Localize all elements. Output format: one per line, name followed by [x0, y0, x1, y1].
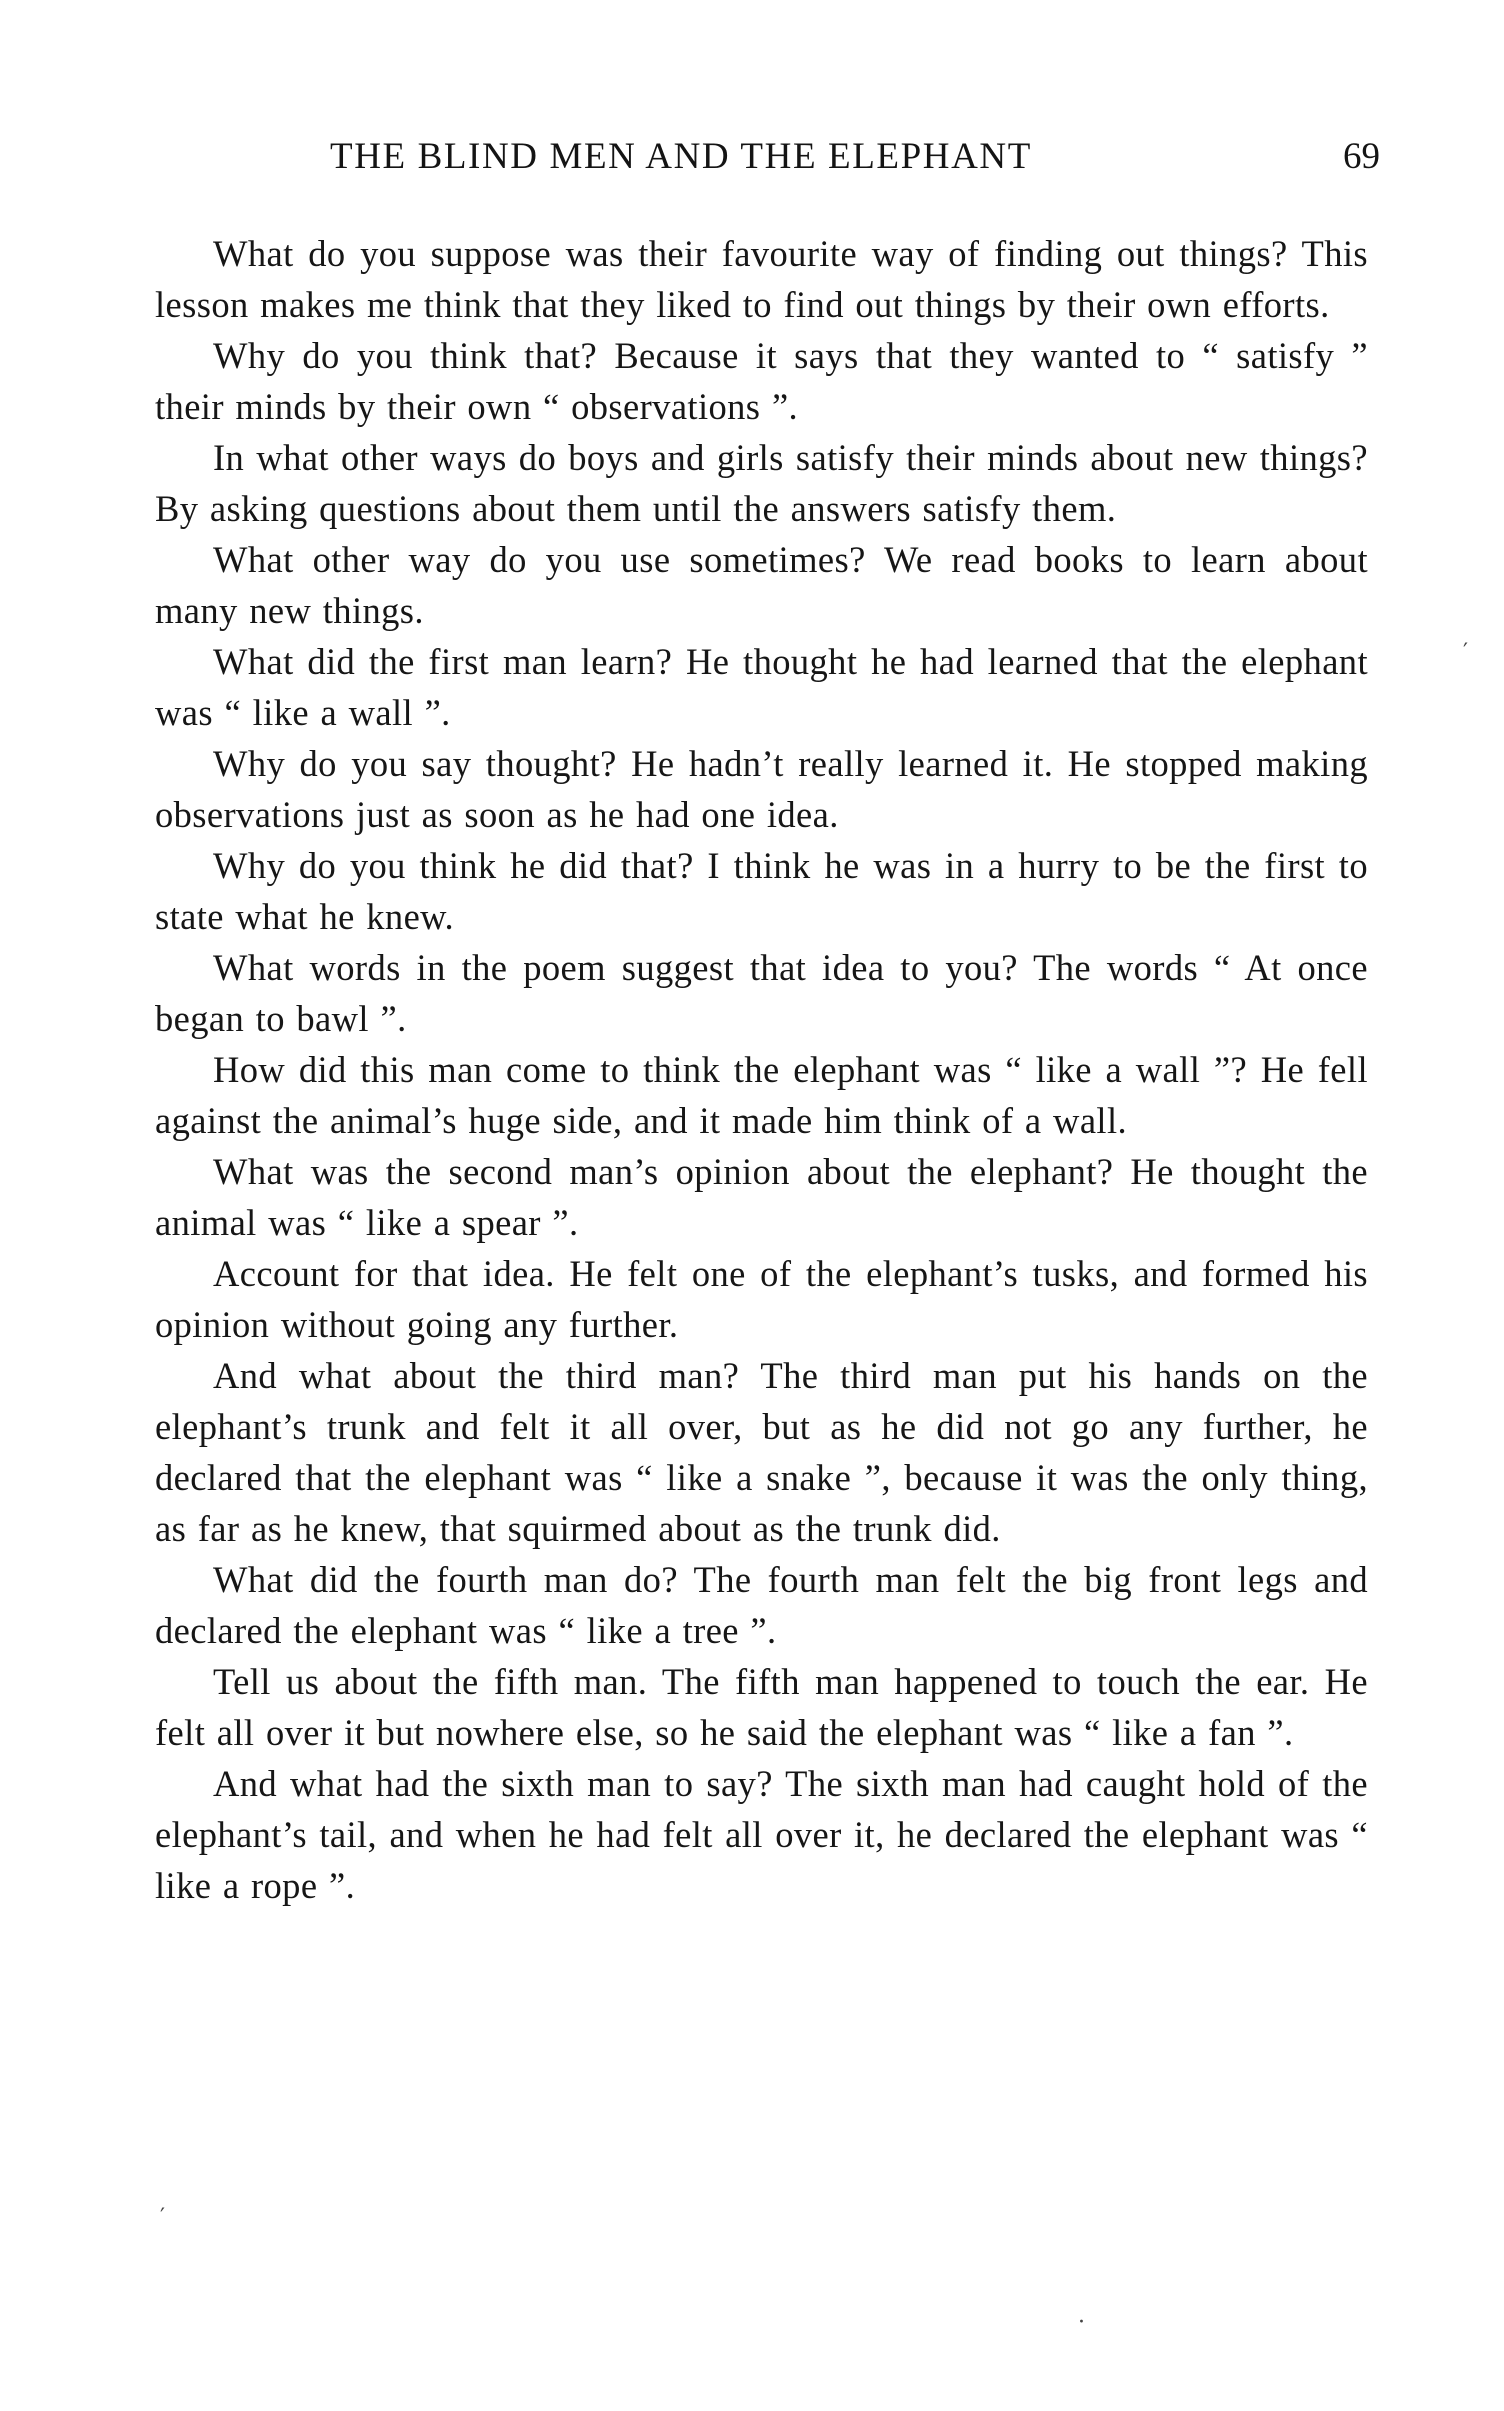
answer: Because it says that they wanted to “ satisfy ” their minds by their own “ observations ”.	[155, 335, 1368, 427]
question: And what about the third man?	[213, 1355, 740, 1396]
paragraph	[155, 228, 1368, 330]
paragraph	[155, 432, 1368, 534]
answer: The third man put his hands on the elephant’s trunk and felt it all over, but as he did not go any further, he declared that the elephant was “ like a snake ”, because it was the only thing, as far as he knew, that squirmed about as the trunk did.	[155, 1355, 1368, 1549]
paragraph	[155, 1248, 1368, 1350]
question: How did this man come to think the elephant was “ like a wall ”?	[213, 1049, 1248, 1090]
paragraph	[155, 534, 1368, 636]
paragraph	[155, 1554, 1368, 1656]
paragraph	[155, 1758, 1368, 1911]
question: And what had the sixth man to say?	[213, 1763, 773, 1804]
answer: By asking questions about them until the answers satisfy them.	[155, 488, 1117, 529]
answer: We read books to learn about many new things.	[155, 539, 1368, 631]
question: In what other ways do boys and girls satisfy their minds about new things?	[213, 437, 1368, 478]
stray-mark: ′	[1463, 640, 1468, 665]
body-text	[155, 228, 1368, 1911]
question: What did the fourth man do?	[213, 1559, 678, 1600]
answer: I think he was in a hurry to be the first to state what he knew.	[155, 845, 1368, 937]
question: What do you suppose was their favourite way of finding out things?	[213, 233, 1288, 274]
answer: He felt one of the elephant’s tusks, and formed his opinion without going any further.	[155, 1253, 1368, 1345]
question: Tell us about the fifth man.	[213, 1661, 648, 1702]
answer: The sixth man had caught hold of the elephant’s tail, and when he had felt all over it, he declared the elephant was “ like a rope ”.	[155, 1763, 1368, 1906]
question: What other way do you use sometimes?	[213, 539, 866, 580]
paragraph	[155, 1350, 1368, 1554]
answer: He thought the animal was “ like a spear ”.	[155, 1151, 1368, 1243]
stray-mark: ·	[1078, 2310, 1085, 2335]
paragraph	[155, 1656, 1368, 1758]
answer: He fell against the animal’s huge side, and it made him think of a wall.	[155, 1049, 1368, 1141]
paragraph	[155, 330, 1368, 432]
answer: The fourth man felt the big front legs and declared the elephant was “ like a tree ”.	[155, 1559, 1368, 1651]
question: What was the second man’s opinion about the elephant?	[213, 1151, 1114, 1192]
question: Account for that idea.	[213, 1253, 555, 1294]
question: Why do you say thought?	[213, 743, 617, 784]
answer: He thought he had learned that the elephant was “ like a wall ”.	[155, 641, 1368, 733]
paragraph	[155, 840, 1368, 942]
paragraph	[155, 738, 1368, 840]
stray-mark: ′	[160, 2205, 165, 2230]
answer: He hadn’t really learned it. He stopped making observations just as soon as he had one idea.	[155, 743, 1368, 835]
running-head: THE BLIND MEN AND THE ELEPHANT	[330, 136, 1032, 177]
paragraph	[155, 1146, 1368, 1248]
question: What did the first man learn?	[213, 641, 673, 682]
page-number: 69	[1343, 136, 1380, 177]
question: Why do you think he did that?	[213, 845, 694, 886]
paragraph	[155, 942, 1368, 1044]
answer: This lesson makes me think that they liked to find out things by their own efforts.	[155, 233, 1368, 325]
page-header	[330, 135, 1380, 195]
answer: The fifth man happened to touch the ear. He felt all over it but nowhere else, so he said the elephant was “ like a fan ”.	[155, 1661, 1369, 1753]
question: What words in the poem suggest that idea to you?	[213, 947, 1018, 988]
paragraph	[155, 1044, 1368, 1146]
paragraph	[155, 636, 1368, 738]
question: Why do you think that?	[213, 335, 598, 376]
answer: The words “ At once began to bawl ”.	[155, 947, 1368, 1039]
